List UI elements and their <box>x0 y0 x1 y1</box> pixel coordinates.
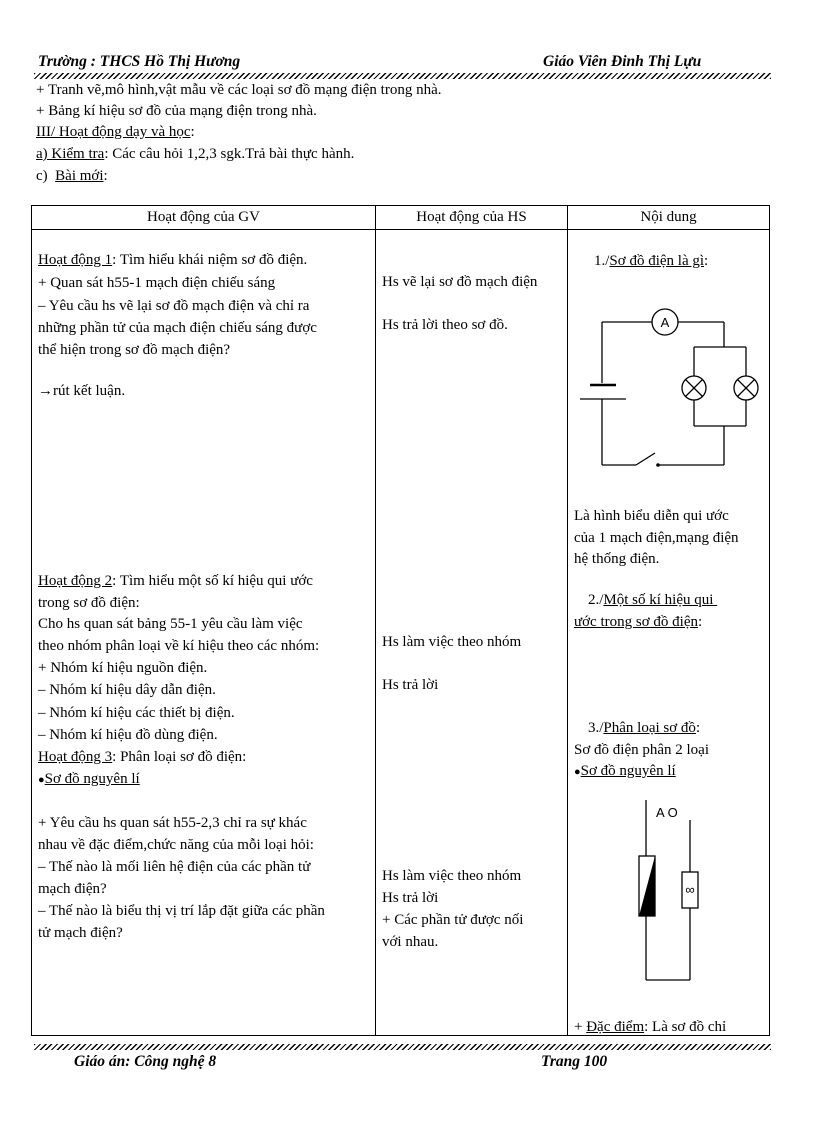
nd-last-text: : Là sơ đồ chỉ <box>644 1019 727 1035</box>
nd-last-line <box>574 1017 726 1037</box>
hd3-schematic-label: Sơ đồ nguyên lí <box>44 771 140 787</box>
hs-line-6: Hs trả lời <box>382 890 439 906</box>
nd-section-1-title <box>594 251 708 271</box>
hd3-line-8: tử mạch điện? <box>38 925 123 941</box>
new-lesson-line <box>36 166 108 186</box>
nd-s3-line-2: Sơ đồ điện phân 2 loại <box>574 742 709 758</box>
hd3-line-6: mạch điện? <box>38 881 107 897</box>
nd-section-2-title-b <box>574 612 702 632</box>
switch-contact <box>656 463 660 467</box>
header-rule <box>34 73 771 79</box>
schematic-label: A O <box>656 805 678 820</box>
hd2-heading <box>38 571 313 591</box>
hd3-line-2 <box>38 769 140 790</box>
lamp-holder-symbol: ∞ <box>685 882 695 897</box>
header-gv: Hoạt động của GV <box>32 206 376 230</box>
hd2-line-8: – Nhóm kí hiệu đồ dùng điện. <box>38 727 218 743</box>
hd1-title: : Tìm hiểu khái niệm sơ đồ điện. <box>112 252 308 268</box>
nd-schematic-label: Sơ đồ nguyên lí <box>580 763 676 779</box>
check-text: : Các câu hỏi 1,2,3 sgk.Trả bài thực hành. <box>104 146 355 162</box>
new-lesson-prefix: c) <box>36 168 56 184</box>
footer-left: Giáo án: Công nghệ 8 <box>74 1053 217 1070</box>
new-lesson-colon: : <box>103 168 108 184</box>
hd1-heading <box>38 250 307 270</box>
footer-right: Trang 100 <box>541 1053 608 1070</box>
header-hs: Hoạt động của HS <box>376 206 568 230</box>
hd2-title: : Tìm hiểu một số kí hiệu qui ước <box>112 573 313 589</box>
nd-def-line-1: Là hình biểu diễn qui ước <box>574 508 729 524</box>
nd-s2-colon: : <box>697 614 703 630</box>
nd-s3-colon: : <box>695 720 701 736</box>
nd-section-3-title <box>588 718 700 738</box>
hs-line-3: Hs làm việc theo nhóm <box>382 634 522 650</box>
fuse-shading <box>639 856 655 916</box>
hd3-label: Hoạt động 3 <box>38 749 113 765</box>
nd-s1-colon: : <box>704 253 709 269</box>
bullet-icon: ● <box>38 774 45 786</box>
hd3-line-4: nhau về đặc điểm,chức năng của mỗi loại hỏi: <box>38 837 314 853</box>
hd2-line-5: + Nhóm kí hiệu nguồn điện. <box>38 660 208 676</box>
header-nd: Nội dung <box>568 206 770 230</box>
nd-s3-prefix: 3./ <box>588 720 604 736</box>
hs-line-7: + Các phần tử được nối <box>382 912 524 928</box>
hs-line-5: Hs làm việc theo nhóm <box>382 868 522 884</box>
nd-def-line-2: của 1 mạch điện,mạng điện <box>574 530 739 546</box>
hd2-label: Hoạt động 2 <box>38 573 113 589</box>
header-teacher: Giáo Viên Đinh Thị Lựu <box>543 53 702 70</box>
new-lesson-label: Bài mới <box>55 168 104 184</box>
hd3-heading <box>38 747 246 767</box>
hd1-line-2: + Quan sát h55-1 mạch điện chiếu sáng <box>38 275 276 291</box>
nd-s2-prefix: 2./ <box>588 592 604 608</box>
switch-blade <box>636 453 655 465</box>
hd2-line-7: – Nhóm kí hiệu các thiết bị điện. <box>38 705 235 721</box>
nd-s1-title: Sơ đồ điện là gì <box>609 253 705 269</box>
hd3-title: : Phân loại sơ đồ điện: <box>112 749 247 765</box>
hd1-line-3: – Yêu cầu hs vẽ lại sơ đồ mạch điện và chỉ ra <box>38 298 310 314</box>
check-label: a) Kiểm tra <box>36 146 105 162</box>
hd3-line-7: – Thế nào là biểu thị vị trí lắp đặt giữa các phần <box>38 903 325 919</box>
section-3-label: III/ Hoạt động dạy và học <box>36 124 191 140</box>
nd-s3-title: Phân loại sơ đồ <box>603 720 696 736</box>
nd-s2-title-a: Một số kí hiệu qui <box>603 592 718 608</box>
nd-s2-title-b: ước trong sơ đồ điện <box>574 614 698 630</box>
bullet-icon: ● <box>574 766 581 778</box>
hd3-line-3: + Yêu cầu hs quan sát h55-2,3 chỉ ra sự khác <box>38 815 307 831</box>
hd2-line-2: trong sơ đồ điện: <box>38 595 140 611</box>
nd-def-line-3: hệ thống điện. <box>574 551 660 567</box>
nd-section-2-title-a <box>588 590 717 610</box>
ammeter-symbol: A <box>660 315 670 330</box>
intro-line-1: + Tranh vẽ,mô hình,vật mẫu về các loại sơ đồ mạng điện trong nhà. <box>36 82 442 98</box>
nd-last-label: Đặc điểm <box>586 1019 645 1035</box>
hd1-label: Hoạt động 1 <box>38 252 113 268</box>
hd2-line-4: theo nhóm phân loại về kí hiệu theo các nhóm: <box>38 638 320 654</box>
hd2-line-3: Cho hs quan sát bảng 55-1 yêu cầu làm việc <box>38 616 303 632</box>
hd3-line-5: – Thế nào là mối liên hệ điện của các phần tử <box>38 859 311 875</box>
hs-line-4: Hs trả lời <box>382 677 439 693</box>
hd1-line-5: thể hiện trong sơ đồ mạch điện? <box>38 342 231 358</box>
footer-rule <box>34 1044 771 1050</box>
section-3-colon: : <box>190 124 195 140</box>
nd-s1-prefix: 1./ <box>594 253 610 269</box>
schematic-diagram <box>632 800 712 990</box>
hs-line-2: Hs trả lời theo sơ đồ. <box>382 317 508 333</box>
hd1-line-4: những phần tử của mạch điện chiếu sáng được <box>38 320 317 336</box>
nd-last-prefix: + <box>574 1019 587 1035</box>
circuit-diagram <box>572 305 768 475</box>
hd1-conclusion: →rút kết luận. <box>38 383 126 399</box>
section-3-heading <box>36 122 195 142</box>
hs-line-8: với nhau. <box>382 934 439 950</box>
hs-line-1: Hs vẽ lại sơ đồ mạch điện <box>382 274 538 290</box>
intro-line-2: + Bảng kí hiệu sơ đồ của mạng điện trong nhà. <box>36 103 317 119</box>
nd-s3-line-3 <box>574 761 676 782</box>
check-line <box>36 144 354 164</box>
header-school: Trường : THCS Hồ Thị Hương <box>38 53 241 70</box>
hd2-line-6: – Nhóm kí hiệu dây dẫn điện. <box>38 682 216 698</box>
